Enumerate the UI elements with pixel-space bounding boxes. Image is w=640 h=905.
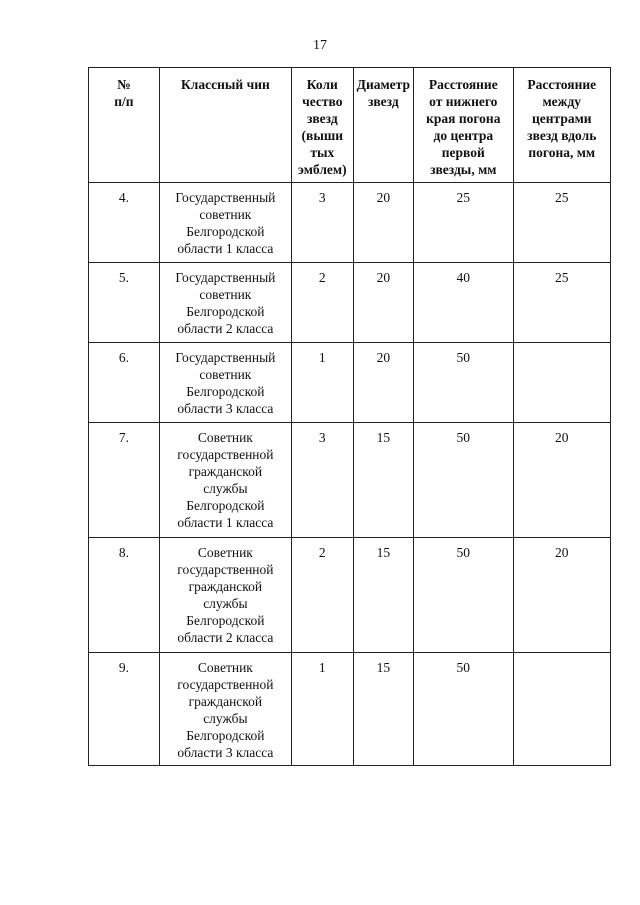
row-class-rank: Советник государственной гражданской службы Белгородской области 1 класса <box>159 423 291 538</box>
row-star-count: 1 <box>292 653 354 766</box>
table-header-row <box>89 68 611 183</box>
table-row <box>89 263 611 343</box>
header-class-rank: Классный чин <box>159 68 291 183</box>
table-row <box>89 653 611 766</box>
row-distance-edge: 50 <box>414 653 513 766</box>
row-distance-between: 20 <box>513 538 610 653</box>
page-number: 17 <box>313 38 327 53</box>
row-distance-between <box>513 343 610 423</box>
row-number: 9. <box>89 653 160 766</box>
header-star-diameter: Диаметр звезд <box>353 68 414 183</box>
table-row <box>89 538 611 653</box>
row-star-diameter: 20 <box>353 183 414 263</box>
row-number: 6. <box>89 343 160 423</box>
row-distance-edge: 50 <box>414 343 513 423</box>
row-distance-between: 25 <box>513 183 610 263</box>
row-distance-edge: 50 <box>414 538 513 653</box>
row-star-diameter: 20 <box>353 343 414 423</box>
table-row <box>89 343 611 423</box>
row-number: 5. <box>89 263 160 343</box>
row-distance-edge: 50 <box>414 423 513 538</box>
row-class-rank: Советник государственной гражданской службы Белгородской области 3 класса <box>159 653 291 766</box>
row-distance-between <box>513 653 610 766</box>
row-star-diameter: 15 <box>353 653 414 766</box>
row-star-diameter: 15 <box>353 538 414 653</box>
row-star-count: 1 <box>292 343 354 423</box>
row-distance-between: 20 <box>513 423 610 538</box>
row-star-count: 2 <box>292 538 354 653</box>
header-number: № п/п <box>89 68 160 183</box>
header-star-count: Коли чество звезд (выши тых эмблем) <box>292 68 354 183</box>
header-distance-between: Расстояние между центрами звезд вдоль погона, мм <box>513 68 610 183</box>
row-distance-between: 25 <box>513 263 610 343</box>
row-star-diameter: 20 <box>353 263 414 343</box>
row-number: 4. <box>89 183 160 263</box>
header-distance-edge: Расстояние от нижнего края погона до центра первой звезды, мм <box>414 68 513 183</box>
insignia-table <box>88 67 611 766</box>
row-class-rank: Государственный советник Белгородской области 3 класса <box>159 343 291 423</box>
row-star-diameter: 15 <box>353 423 414 538</box>
row-number: 7. <box>89 423 160 538</box>
table-row <box>89 183 611 263</box>
row-star-count: 3 <box>292 183 354 263</box>
row-star-count: 3 <box>292 423 354 538</box>
table-row <box>89 423 611 538</box>
row-class-rank: Государственный советник Белгородской области 2 класса <box>159 263 291 343</box>
row-star-count: 2 <box>292 263 354 343</box>
row-distance-edge: 25 <box>414 183 513 263</box>
row-class-rank: Советник государственной гражданской службы Белгородской области 2 класса <box>159 538 291 653</box>
row-distance-edge: 40 <box>414 263 513 343</box>
row-number: 8. <box>89 538 160 653</box>
row-class-rank: Государственный советник Белгородской области 1 класса <box>159 183 291 263</box>
